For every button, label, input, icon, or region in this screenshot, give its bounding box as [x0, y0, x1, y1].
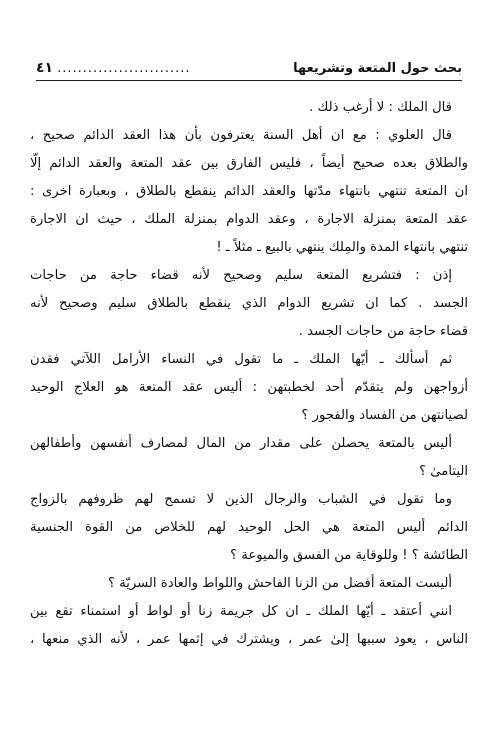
text-line: قضاء حاجة من حاجات الجسد .	[298, 324, 468, 339]
running-header	[36, 56, 462, 76]
text-line: أزواجهن ولم يتقدّم أحد لخطبتهن : أليس عقد المتعة هو العلاج الوحيد	[30, 380, 468, 395]
text-line: قال العلوي : مع ان أهل السنة يعترفون بأن هذا العقد الدائم صحيح ،	[30, 128, 452, 143]
text-line: الجسد . كما ان تشريع الدوام الذي ينقطع بالطلاق سليم وصحيح لأنه	[30, 296, 468, 311]
text-line: الناس ، يعود سببها إلىٰ عمر ، ويشترك في إثمها عمر ، لأنه الذي منعها ،	[30, 632, 468, 647]
text-line: الدائم أليس المتعة هي الحل الوحيد لهم للخلاص من القوة الجنسية	[30, 520, 468, 535]
text-line: عقد المتعة بمنزلة الاجارة ، وعقد الدوام بمنزلة الملك ، حيث ان الاجارة	[30, 212, 468, 227]
text-line: اليتامىٰ ؟	[419, 464, 468, 479]
running-header-title: بحث حول المتعة وتشريعها	[293, 61, 462, 76]
text-line: تنتهي بانتهاء المدة والمِلك ينتهي بالبيع ـ مثلاً ـ !	[216, 240, 468, 255]
text-line: أليست المتعة أفضل من الزنا الفاحش واللواط والعادة السريّة ؟	[107, 576, 452, 591]
text-line: إذن : فتشريع المتعة سليم وصحيح لأنه قضاء حاجة من حاجات	[30, 268, 452, 283]
text-line: قال الملك : لا أرغب ذلك .	[309, 100, 452, 115]
text-line: الطائشة ؟ ! وللوقاية من الفسق والميوعة ؟	[230, 548, 468, 563]
text-line: انني أعتقد ـ أيّها الملك ـ ان كل جريمة زنا أو لواط أو استمناء تقع بين	[30, 604, 452, 619]
text-line: والطلاق بعده صحيح أيضاً ، فليس الفارق بين عقد المتعة والعقد الدائم إلّا	[30, 156, 468, 171]
text-line: ثم أسألك ـ أيّها الملك ـ ما تقول في النساء الأرامل اللآتي فقدن	[30, 352, 452, 367]
body-text	[30, 94, 468, 654]
running-header-leader-dots: ..........................	[57, 61, 191, 76]
page-number: ٤١	[36, 60, 54, 76]
text-line: ان المتعة تنتهي بانتهاء مدّتها والعقد الدائم ينقطع بالطلاق ، وبعبارة اخرى :	[30, 184, 468, 199]
text-line: لصيانتهن من الفساد والفجور ؟	[301, 408, 468, 423]
header-rule	[36, 80, 462, 81]
text-line: وما تقول في الشباب والرجال الذين لا تسمح لهم ظروفهم بالزواج	[30, 492, 452, 507]
text-line: أليس بالمتعة يحصلن على مقدار من المال لمصارف أنفسهن وأطفالهن	[30, 436, 452, 451]
